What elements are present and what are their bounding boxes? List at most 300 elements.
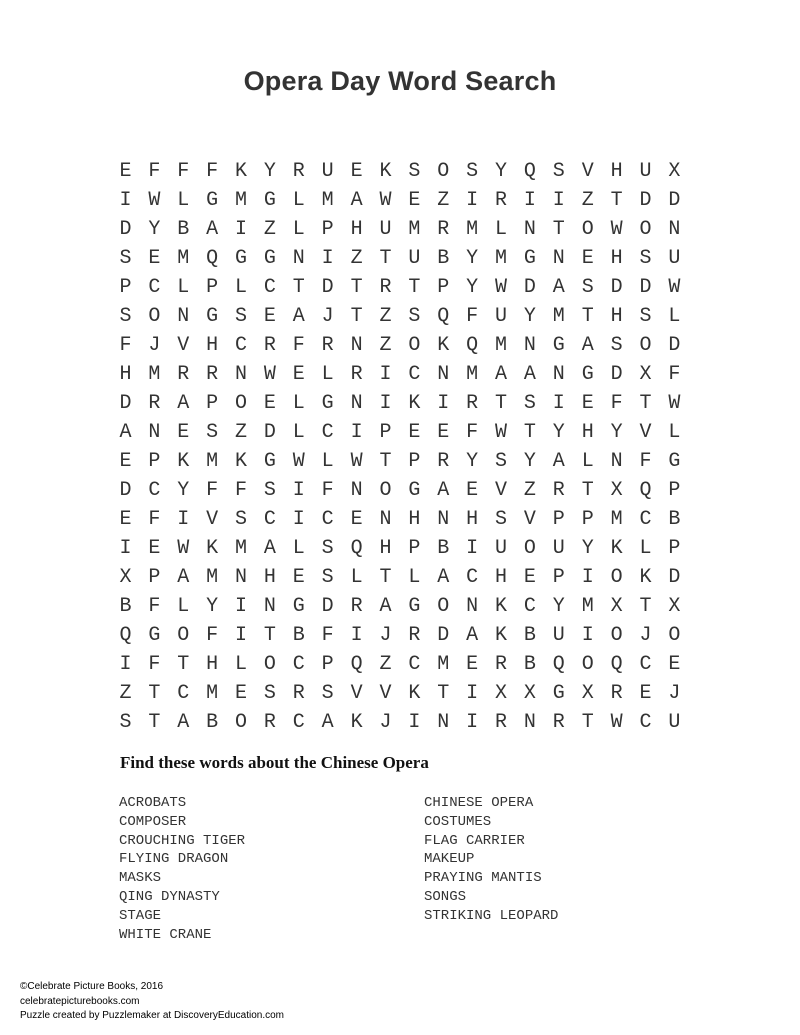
grid-letter: U — [668, 711, 681, 734]
grid-letter: T — [437, 682, 450, 705]
grid-letter: K — [437, 334, 450, 357]
grid-letter: B — [437, 537, 450, 560]
grid-letter: O — [379, 479, 392, 502]
grid-letter: I — [235, 624, 248, 647]
grid-letter: M — [437, 653, 450, 676]
grid-letter: K — [379, 160, 392, 183]
grid-letter: G — [235, 247, 248, 270]
grid-letter: C — [263, 276, 276, 299]
grid-letter: Q — [466, 334, 479, 357]
grid-letter: K — [235, 450, 248, 473]
grid-letter: Y — [523, 450, 536, 473]
grid-letter: F — [148, 653, 161, 676]
grid-letter: C — [263, 508, 276, 531]
grid-letter: G — [263, 450, 276, 473]
grid-letter: F — [148, 160, 161, 183]
grid-letter: S — [495, 450, 508, 473]
grid-letter: K — [495, 624, 508, 647]
grid-letter: V — [581, 160, 594, 183]
grid-letter: K — [408, 392, 421, 415]
grid-letter: W — [668, 392, 681, 415]
grid-letter: Y — [552, 595, 565, 618]
grid-letter: M — [408, 218, 421, 241]
grid-letter: T — [177, 653, 190, 676]
grid-letter: H — [581, 421, 594, 444]
grid-letter: P — [437, 276, 450, 299]
grid-letter: W — [495, 421, 508, 444]
grid-row — [111, 447, 689, 476]
grid-row — [111, 563, 689, 592]
grid-letter: P — [148, 566, 161, 589]
grid-letter: G — [292, 595, 305, 618]
grid-letter: A — [321, 711, 334, 734]
grid-letter: M — [235, 189, 248, 212]
grid-letter: D — [639, 189, 652, 212]
grid-letter: S — [639, 305, 652, 328]
grid-row — [111, 534, 689, 563]
grid-letter: F — [206, 479, 219, 502]
grid-letter: A — [523, 363, 536, 386]
grid-letter: C — [523, 595, 536, 618]
grid-letter: Z — [581, 189, 594, 212]
grid-letter: J — [321, 305, 334, 328]
grid-letter: R — [408, 624, 421, 647]
grid-letter: R — [495, 189, 508, 212]
grid-letter: I — [466, 189, 479, 212]
grid-letter: N — [668, 218, 681, 241]
grid-letter: R — [610, 682, 623, 705]
grid-letter: M — [610, 508, 623, 531]
grid-letter: I — [408, 711, 421, 734]
grid-letter: G — [321, 392, 334, 415]
grid-letter: O — [639, 334, 652, 357]
grid-letter: Y — [148, 218, 161, 241]
grid-letter: X — [119, 566, 132, 589]
grid-letter: N — [350, 334, 363, 357]
grid-letter: F — [206, 160, 219, 183]
grid-letter: P — [408, 450, 421, 473]
grid-letter: A — [206, 218, 219, 241]
grid-letter: E — [466, 479, 479, 502]
grid-letter: C — [408, 363, 421, 386]
grid-letter: N — [437, 711, 450, 734]
grid-letter: T — [523, 421, 536, 444]
instructions: Find these words about the Chinese Opera — [120, 753, 429, 772]
word-list-item: QING DYNASTY — [119, 888, 220, 905]
grid-letter: T — [350, 305, 363, 328]
grid-letter: W — [292, 450, 305, 473]
word-list-item: MASKS — [119, 870, 162, 887]
grid-letter: O — [581, 218, 594, 241]
grid-letter: Y — [466, 276, 479, 299]
grid-letter: T — [581, 305, 594, 328]
grid-letter: E — [523, 566, 536, 589]
grid-letter: T — [639, 595, 652, 618]
grid-letter: B — [206, 711, 219, 734]
grid-letter: N — [523, 218, 536, 241]
grid-letter: S — [321, 682, 334, 705]
grid-letter: O — [235, 392, 248, 415]
grid-row — [111, 389, 689, 418]
grid-letter: K — [206, 537, 219, 560]
grid-letter: E — [437, 421, 450, 444]
grid-letter: A — [350, 189, 363, 212]
grid-letter: U — [668, 247, 681, 270]
grid-letter: L — [495, 218, 508, 241]
grid-letter: I — [119, 537, 132, 560]
grid-letter: H — [466, 508, 479, 531]
grid-letter: E — [668, 653, 681, 676]
grid-letter: E — [581, 247, 594, 270]
grid-letter: U — [552, 537, 565, 560]
grid-letter: W — [668, 276, 681, 299]
grid-letter: N — [292, 247, 305, 270]
grid-letter: U — [495, 537, 508, 560]
grid-letter: I — [235, 595, 248, 618]
grid-letter: I — [321, 247, 334, 270]
grid-letter: P — [581, 508, 594, 531]
grid-letter: P — [148, 450, 161, 473]
grid-letter: M — [206, 566, 219, 589]
grid-letter: G — [408, 479, 421, 502]
grid-letter: R — [350, 363, 363, 386]
grid-letter: V — [350, 682, 363, 705]
grid-letter: S — [119, 711, 132, 734]
grid-letter: M — [466, 218, 479, 241]
grid-letter: O — [610, 566, 623, 589]
grid-letter: D — [610, 363, 623, 386]
grid-letter: E — [466, 653, 479, 676]
grid-letter: N — [148, 421, 161, 444]
grid-letter: B — [119, 595, 132, 618]
grid-letter: F — [639, 450, 652, 473]
word-list-item: CHINESE OPERA — [424, 795, 534, 811]
grid-letter: N — [177, 305, 190, 328]
grid-letter: F — [292, 334, 305, 357]
grid-letter: G — [552, 334, 565, 357]
grid-letter: E — [235, 682, 248, 705]
grid-letter: V — [206, 508, 219, 531]
grid-letter: L — [581, 450, 594, 473]
grid-letter: S — [235, 305, 248, 328]
grid-letter: O — [408, 334, 421, 357]
grid-letter: E — [350, 160, 363, 183]
grid-letter: C — [639, 653, 652, 676]
footer — [20, 980, 284, 1024]
grid-letter: F — [466, 421, 479, 444]
grid-letter: U — [495, 305, 508, 328]
grid-letter: Y — [206, 595, 219, 618]
grid-letter: T — [610, 189, 623, 212]
grid-letter: W — [379, 189, 392, 212]
grid-letter: T — [639, 392, 652, 415]
grid-letter: Y — [523, 305, 536, 328]
grid-letter: L — [292, 537, 305, 560]
grid-letter: F — [466, 305, 479, 328]
grid-letter: Y — [581, 537, 594, 560]
grid-letter: Q — [206, 247, 219, 270]
grid-letter: P — [206, 276, 219, 299]
grid-letter: F — [610, 392, 623, 415]
grid-letter: N — [263, 595, 276, 618]
grid-letter: Z — [437, 189, 450, 212]
grid-letter: D — [668, 566, 681, 589]
grid-letter: B — [437, 247, 450, 270]
grid-letter: Q — [350, 653, 363, 676]
grid-letter: I — [292, 479, 305, 502]
grid-letter: A — [466, 624, 479, 647]
grid-letter: W — [350, 450, 363, 473]
grid-letter: I — [235, 218, 248, 241]
word-list-item: COMPOSER — [119, 813, 187, 830]
grid-letter: L — [321, 363, 334, 386]
grid-letter: U — [321, 160, 334, 183]
grid-letter: O — [263, 653, 276, 676]
word-list-item: COSTUMES — [424, 813, 492, 830]
grid-letter: Y — [495, 160, 508, 183]
grid-letter: T — [379, 566, 392, 589]
grid-letter: M — [148, 363, 161, 386]
footer-copyright: ©Celebrate Picture Books, 2016 — [20, 981, 164, 992]
grid-letter: W — [610, 218, 623, 241]
grid-letter: B — [177, 218, 190, 241]
grid-letter: S — [119, 305, 132, 328]
grid-row — [111, 505, 689, 534]
grid-letter: R — [292, 160, 305, 183]
grid-letter: G — [552, 682, 565, 705]
grid-letter: A — [581, 334, 594, 357]
grid-letter: R — [437, 450, 450, 473]
grid-letter: A — [437, 479, 450, 502]
grid-letter: L — [235, 276, 248, 299]
grid-letter: Y — [610, 421, 623, 444]
grid-letter: E — [292, 566, 305, 589]
grid-letter: E — [263, 305, 276, 328]
grid-letter: F — [321, 479, 334, 502]
grid-letter: W — [610, 711, 623, 734]
grid-letter: S — [263, 479, 276, 502]
grid-letter: K — [235, 160, 248, 183]
grid-letter: Q — [350, 537, 363, 560]
grid-letter: M — [495, 247, 508, 270]
grid-row — [111, 302, 689, 331]
grid-letter: I — [552, 189, 565, 212]
grid-letter: O — [177, 624, 190, 647]
grid-letter: H — [206, 334, 219, 357]
grid-letter: T — [408, 276, 421, 299]
grid-letter: Z — [523, 479, 536, 502]
grid-letter: D — [610, 276, 623, 299]
grid-letter: L — [408, 566, 421, 589]
grid-letter: D — [321, 276, 334, 299]
grid-letter: R — [263, 334, 276, 357]
grid-row — [111, 331, 689, 360]
grid-letter: C — [639, 711, 652, 734]
grid-letter: V — [379, 682, 392, 705]
grid-letter: D — [119, 479, 132, 502]
grid-row — [111, 244, 689, 273]
grid-letter: H — [350, 218, 363, 241]
grid-letter: Q — [119, 624, 132, 647]
grid-letter: Z — [379, 305, 392, 328]
grid-letter: R — [350, 595, 363, 618]
grid-letter: A — [379, 595, 392, 618]
grid-letter: Q — [610, 653, 623, 676]
grid-letter: R — [379, 276, 392, 299]
grid-letter: K — [408, 682, 421, 705]
grid-letter: Q — [523, 160, 536, 183]
grid-letter: X — [610, 479, 623, 502]
grid-letter: K — [610, 537, 623, 560]
grid-letter: L — [639, 537, 652, 560]
grid-letter: G — [206, 305, 219, 328]
grid-letter: A — [177, 566, 190, 589]
word-list-item: MAKEUP — [424, 851, 475, 868]
grid-row — [111, 621, 689, 650]
grid-letter: E — [350, 508, 363, 531]
grid-letter: S — [408, 305, 421, 328]
grid-letter: A — [437, 566, 450, 589]
grid-row — [111, 418, 689, 447]
grid-letter: K — [639, 566, 652, 589]
grid-letter: B — [292, 624, 305, 647]
grid-letter: H — [610, 160, 623, 183]
grid-letter: F — [206, 624, 219, 647]
footer-credit: Puzzle created by Puzzlemaker at DiscoveryEducation.com — [20, 1010, 285, 1021]
grid-letter: R — [437, 218, 450, 241]
grid-letter: N — [350, 479, 363, 502]
grid-letter: S — [523, 392, 536, 415]
grid-letter: L — [177, 189, 190, 212]
word-list-left — [119, 794, 245, 944]
grid-letter: T — [495, 392, 508, 415]
grid-letter: C — [321, 508, 334, 531]
grid-letter: I — [437, 392, 450, 415]
grid-letter: Y — [263, 160, 276, 183]
grid-letter: T — [148, 711, 161, 734]
grid-letter: O — [523, 537, 536, 560]
grid-row — [111, 650, 689, 679]
grid-letter: M — [321, 189, 334, 212]
grid-letter: S — [581, 276, 594, 299]
word-list-item: FLAG CARRIER — [424, 832, 525, 849]
grid-letter: I — [466, 711, 479, 734]
grid-row — [111, 360, 689, 389]
grid-letter: P — [668, 537, 681, 560]
grid-letter: V — [639, 421, 652, 444]
grid-letter: E — [148, 247, 161, 270]
grid-letter: C — [148, 479, 161, 502]
grid-letter: I — [177, 508, 190, 531]
grid-letter: U — [639, 160, 652, 183]
grid-letter: I — [119, 189, 132, 212]
grid-letter: A — [177, 392, 190, 415]
grid-letter: O — [235, 711, 248, 734]
grid-letter: H — [610, 305, 623, 328]
grid-letter: E — [408, 421, 421, 444]
grid-letter: T — [263, 624, 276, 647]
grid-letter: G — [263, 189, 276, 212]
grid-letter: G — [148, 624, 161, 647]
grid-letter: I — [292, 508, 305, 531]
grid-letter: L — [350, 566, 363, 589]
grid-letter: V — [495, 479, 508, 502]
grid-letter: F — [148, 595, 161, 618]
grid-letter: D — [668, 189, 681, 212]
grid-letter: I — [466, 682, 479, 705]
word-list-item: ACROBATS — [119, 795, 187, 811]
grid-letter: F — [119, 334, 132, 357]
word-list-item: SONGS — [424, 888, 467, 905]
grid-letter: J — [379, 624, 392, 647]
grid-letter: D — [321, 595, 334, 618]
grid-letter: I — [552, 392, 565, 415]
grid-row — [111, 273, 689, 302]
grid-letter: S — [639, 247, 652, 270]
grid-letter: S — [610, 334, 623, 357]
grid-letter: J — [668, 682, 681, 705]
grid-letter: V — [177, 334, 190, 357]
grid-letter: B — [668, 508, 681, 531]
grid-letter: E — [148, 537, 161, 560]
grid-letter: E — [119, 508, 132, 531]
grid-letter: M — [177, 247, 190, 270]
grid-row — [111, 157, 689, 186]
grid-letter: R — [292, 682, 305, 705]
grid-letter: M — [552, 305, 565, 328]
grid-letter: E — [119, 160, 132, 183]
grid-letter: N — [466, 595, 479, 618]
grid-letter: Z — [235, 421, 248, 444]
grid-row — [111, 476, 689, 505]
grid-letter: S — [408, 160, 421, 183]
grid-letter: Y — [466, 247, 479, 270]
grid-letter: P — [379, 421, 392, 444]
grid-letter: P — [668, 479, 681, 502]
grid-letter: O — [610, 624, 623, 647]
grid-letter: E — [263, 392, 276, 415]
grid-letter: R — [466, 392, 479, 415]
footer-website: celebratepicturebooks.com — [20, 995, 140, 1007]
grid-letter: L — [235, 653, 248, 676]
word-list-item: FLYING DRAGON — [119, 851, 229, 868]
grid-letter: C — [466, 566, 479, 589]
grid-letter: N — [437, 363, 450, 386]
grid-letter: U — [552, 624, 565, 647]
grid-letter: P — [321, 218, 334, 241]
grid-letter: R — [321, 334, 334, 357]
grid-letter: I — [119, 653, 132, 676]
grid-letter: X — [610, 595, 623, 618]
grid-letter: U — [379, 218, 392, 241]
word-list-item: CROUCHING TIGER — [119, 832, 246, 849]
grid-letter: I — [581, 566, 594, 589]
grid-letter: O — [639, 218, 652, 241]
grid-letter: K — [350, 711, 363, 734]
grid-letter: K — [177, 450, 190, 473]
grid-letter: A — [552, 276, 565, 299]
grid-row — [111, 679, 689, 708]
grid-letter: C — [148, 276, 161, 299]
grid-letter: S — [206, 421, 219, 444]
grid-letter: H — [379, 537, 392, 560]
grid-letter: N — [379, 508, 392, 531]
grid-letter: I — [581, 624, 594, 647]
grid-letter: Y — [466, 450, 479, 473]
grid-letter: D — [639, 276, 652, 299]
grid-row — [111, 592, 689, 621]
grid-letter: M — [466, 363, 479, 386]
